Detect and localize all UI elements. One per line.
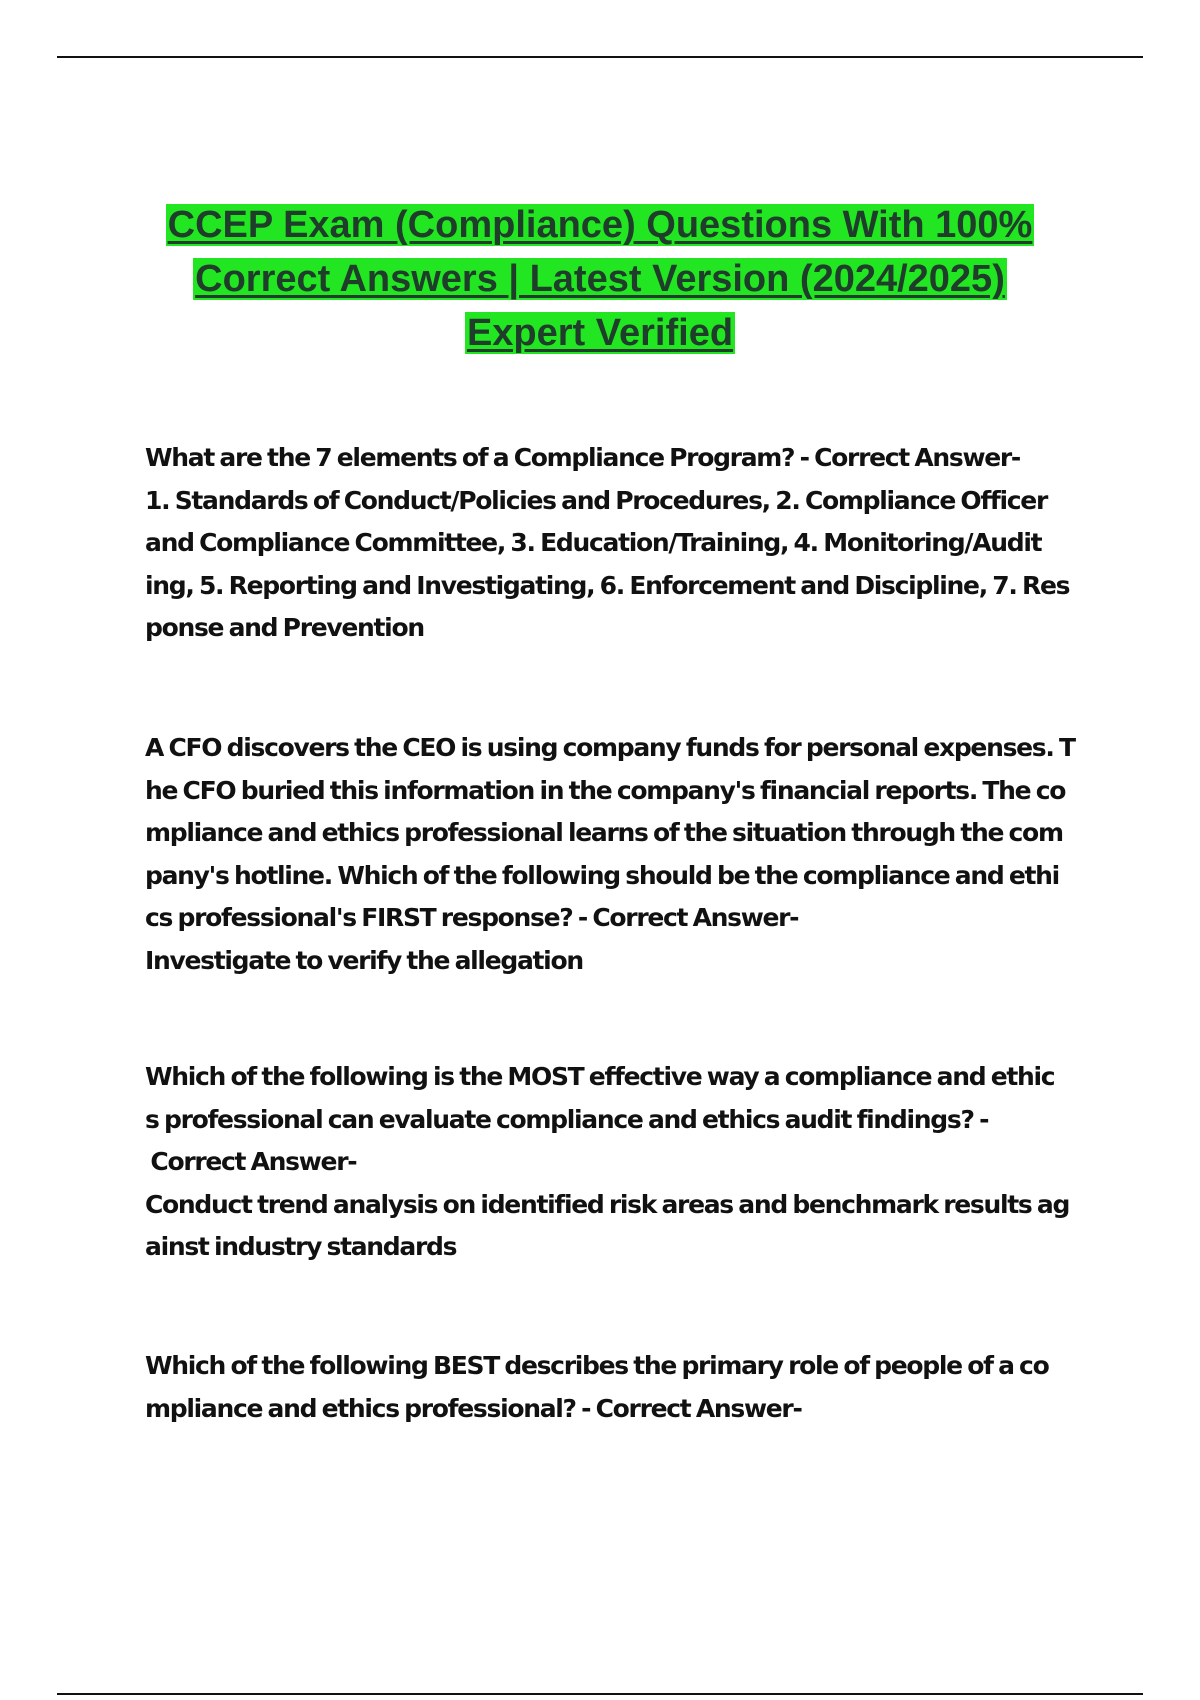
text-line: What are the 7 elements of a Compliance Program? - Correct Answer- xyxy=(145,443,1021,472)
text-line: pany's hotline. Which of the following should be the compliance and ethi xyxy=(145,860,1059,890)
text-line: mpliance and ethics professional learns of the situation through the com xyxy=(145,818,1063,847)
document-title xyxy=(100,198,1100,360)
text-line: 1. Standards of Conduct/Policies and Procedures, 2. Compliance Officer xyxy=(145,485,1047,515)
qa-block-audit-findings xyxy=(145,1056,1105,1269)
title-line xyxy=(100,198,1100,252)
title-text: Expert Verified xyxy=(466,312,734,354)
text-line: Conduct trend analysis on identified risk areas and benchmark results ag xyxy=(145,1189,1070,1219)
qa-block-cfo-scenario xyxy=(145,727,1105,982)
text-line: Which of the following BEST describes the primary role of people of a co xyxy=(145,1351,1049,1380)
title-text: CCEP Exam (Compliance) Questions With 100% xyxy=(167,204,1033,246)
text-line: he CFO buried this information in the company's financial reports. The co xyxy=(145,775,1066,805)
text-line: ing, 5. Reporting and Investigating, 6. Enforcement and Discipline, 7. Res xyxy=(145,570,1070,600)
qa-block-compliance-elements xyxy=(145,437,1105,650)
text-line: mpliance and ethics professional? - Correct Answer- xyxy=(145,1393,802,1423)
bottom-rule xyxy=(57,1693,1143,1695)
text-line: ainst industry standards xyxy=(145,1232,457,1261)
text-line: Investigate to verify the allegation xyxy=(145,945,583,975)
text-line: ponse and Prevention xyxy=(145,613,424,642)
title-line xyxy=(100,252,1100,306)
top-rule xyxy=(57,56,1143,58)
title-text: Correct Answers | Latest Version (2024/2025) xyxy=(195,258,1005,300)
text-line: Which of the following is the MOST effective way a compliance and ethic xyxy=(145,1062,1055,1091)
qa-block-primary-role xyxy=(145,1345,1105,1430)
text-line: and Compliance Committee, 3. Education/Training, 4. Monitoring/Audit xyxy=(145,528,1042,557)
text-line: s professional can evaluate compliance and ethics audit findings? - xyxy=(145,1104,989,1134)
text-line: cs professional's FIRST response? - Correct Answer- xyxy=(145,903,799,932)
text-line: Correct Answer- xyxy=(145,1147,357,1176)
text-line: A CFO discovers the CEO is using company funds for personal expenses. T xyxy=(145,733,1075,762)
title-line xyxy=(100,306,1100,360)
